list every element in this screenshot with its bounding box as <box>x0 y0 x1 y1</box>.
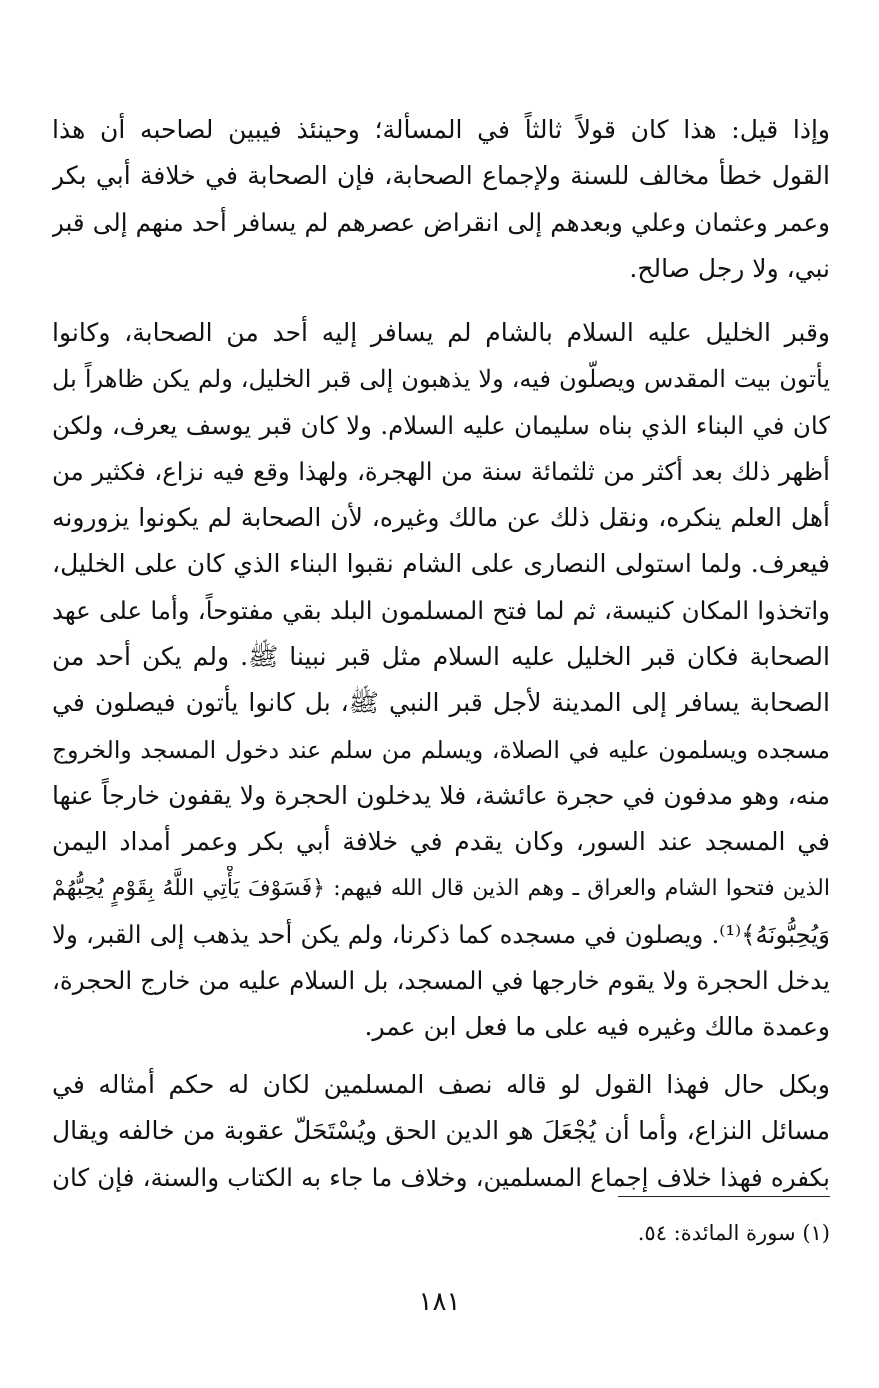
text-line: وقبر الخليل عليه السلام بالشام لم يسافر إليه أحد من الصحابة، وكانوا <box>52 318 830 347</box>
footnote: (١) سورة المائدة: ٥٤. <box>637 1221 830 1245</box>
text-line: مسجده ويسلمون عليه في الصلاة، ويسلم من سلم عند دخول المسجد والخروج <box>52 735 830 764</box>
text-line: واتخذوا المكان كنيسة، ثم لما فتح المسلمون البلد بقي مفتوحاً، وأما على عهد <box>52 595 830 625</box>
paragraph-3 <box>52 1062 830 1201</box>
text-line: كان في البناء الذي بناه سليمان عليه السلام. ولا كان قبر يوسف يعرف، ولكن <box>52 410 830 440</box>
text-line: مسائل النزاع، وأما أن يُجْعَلَ هو الدين الحق ويُسْتَحَلّ عقوبة من خالفه ويقال <box>52 1116 830 1146</box>
paragraph-2 <box>52 310 830 1051</box>
text-line: وإذا قيل: هذا كان قولاً ثالثاً في المسألة؛ وحينئذ فيبين لصاحبه أن هذا <box>52 115 830 144</box>
text-line: منه، وهو مدفون في حجرة عائشة، فلا يدخلون الحجرة ولا يقفون خارجاً عنها <box>52 780 830 810</box>
page-number: ١٨١ <box>418 1287 461 1317</box>
text-line: نبي، ولا رجل صالح. <box>629 253 830 283</box>
text-line: يدخل الحجرة ولا يقوم خارجها في المسجد، بل السلام عليه من خارج الحجرة، <box>52 966 830 996</box>
text-line: الذين فتحوا الشام والعراق ـ وهم الذين قال الله فيهم: ﴿فَسَوْفَ يَأْتِي اللَّهُ بِقَوْمٍ يُحِبُّهُمْ <box>52 875 830 901</box>
text-line: الصحابة فكان قبر الخليل عليه السلام مثل قبر نبينا ﷺ. ولم يكن أحد من <box>52 642 830 672</box>
text-line: وعمر وعثمان وعلي وبعدهم إلى انقراض عصرهم لم يسافر أحد منهم إلى قبر <box>52 207 830 237</box>
text-line: أظهر ذلك بعد أكثر من ثلثمائة سنة من الهجرة، ولهذا وقع فيه نزاع، فكثير من <box>52 456 830 486</box>
text-line: يأتون بيت المقدس ويصلّون فيه، ولا يذهبون إلى قبر الخليل، ولم يكن ظاهراً بل <box>52 365 830 394</box>
paragraph-1 <box>52 107 830 292</box>
text-line: القول خطأ مخالف للسنة ولإجماع الصحابة، فإن الصحابة في خلافة أبي بكر <box>52 161 830 191</box>
text-line: في المسجد عند السور، وكان يقدم في خلافة أبي بكر وعمر أمداد اليمن <box>52 827 830 857</box>
text-line: بكفره فهذا خلاف إجماع المسلمين، وخلاف ما جاء به الكتاب والسنة، فإن كان <box>52 1162 830 1192</box>
text-line: وعمدة مالك وغيره فيه على ما فعل ابن عمر. <box>364 1012 830 1042</box>
footnote-divider <box>618 1196 830 1197</box>
text-line: الصحابة يسافر إلى المدينة لأجل قبر النبي ﷺ، بل كانوا يأتون فيصلون في <box>52 688 830 718</box>
text-line: فيعرف. ولما استولى النصارى على الشام نقبوا البناء الذي كان على الخليل، <box>52 549 830 579</box>
text-line: وبكل حال فهذا القول لو قاله نصف المسلمين لكان له حكم أمثاله في <box>52 1070 830 1099</box>
text-line: وَيُحِبُّونَهُ﴾⁽¹⁾. ويصلون في مسجده كما ذكرنا، ولم يكن أحد يذهب إلى القبر، ولا <box>52 919 830 949</box>
text-line: أهل العلم ينكره، ونقل ذلك عن مالك وغيره، لأن الصحابة لم يكونوا يزورونه <box>52 503 830 533</box>
